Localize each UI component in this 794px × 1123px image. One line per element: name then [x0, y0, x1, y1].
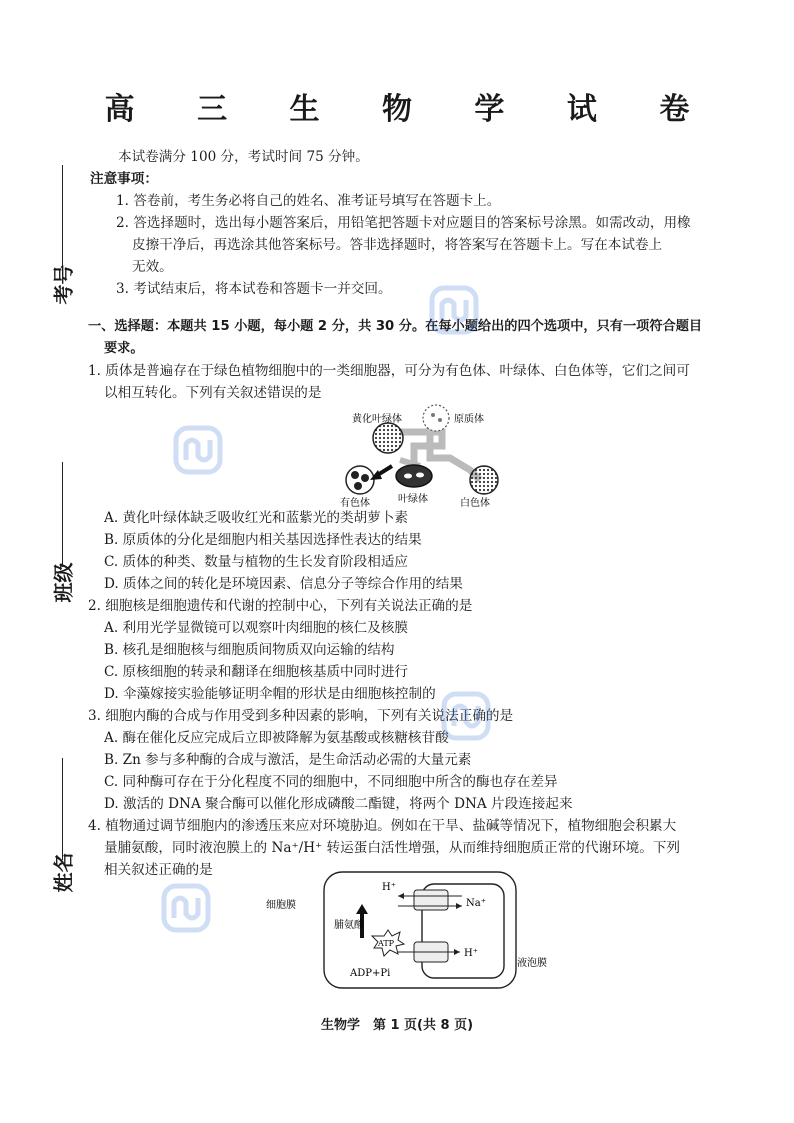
label-chromoplast: 有色体 [340, 498, 370, 508]
watermark-logo-icon [172, 424, 224, 476]
arrow-head [456, 903, 462, 909]
question-stem: 相关叙述正确的是 [104, 862, 213, 878]
option: A. 酶在催化反应完成后立即被降解为氨基酸或核糖核苷酸 [104, 730, 449, 746]
class-line [62, 462, 63, 567]
notice-item: 皮擦干净后，再选涂其他答案标号。答非选择题时，将答案写在答题卡上。写在本试卷上 [132, 237, 663, 253]
watermark-logo-icon [428, 284, 480, 336]
label-h-bottom: H⁺ [464, 948, 478, 959]
label-yellow-chloroplast: 黄化叶绿体 [352, 414, 402, 425]
label-proline: 脯氨酸 [334, 920, 364, 931]
option: B. Zn 参与多种酶的合成与激活，是生命活动必需的大量元素 [104, 752, 472, 768]
option: D. 激活的 DNA 聚合酶可以催化形成磷酸二酯键，将两个 DNA 片段连接起来 [104, 796, 573, 812]
plastid-diagram [330, 400, 510, 508]
class-label: 班级 [51, 562, 76, 603]
label-vacuole-membrane: 液泡膜 [517, 958, 547, 969]
yellow-chloroplast-shape [373, 423, 403, 453]
label-leucoplast: 白色体 [460, 498, 490, 508]
label-cell-membrane: 细胞膜 [266, 900, 296, 911]
label-chloroplast: 叶绿体 [398, 494, 428, 505]
label-adp: ADP+Pi [350, 968, 391, 979]
transport-diagram [262, 866, 572, 996]
option: D. 伞藻嫁接实验能够证明伞帽的形状是由细胞核控制的 [104, 686, 436, 702]
notice-heading: 注意事项： [90, 171, 158, 187]
arrow-head [454, 949, 460, 955]
chromoplast-dot [351, 471, 359, 479]
notice-item: 无效。 [132, 259, 173, 275]
name-line [62, 758, 63, 860]
label-atp: ATP [378, 939, 395, 948]
option: A. 利用光学显微镜可以观察叶肉细胞的核仁及核膜 [104, 620, 408, 636]
notice-item: 3. 考试结束后，将本试卷和答题卡一并交回。 [116, 281, 392, 297]
chromoplast-dot [361, 474, 369, 482]
question-stem: 2. 细胞核是细胞遗传和代谢的控制中心，下列有关说法正确的是 [88, 598, 473, 614]
label-na: Na⁺ [466, 898, 486, 909]
watermark-logo-icon [160, 882, 212, 934]
proplastid-dot [431, 413, 435, 417]
label-proplastid: 原质体 [454, 414, 484, 425]
exam-no-label: 考号 [51, 264, 76, 305]
label-h-top: H⁺ [382, 882, 396, 893]
page-title: 高 三 生 物 学 试 卷 [104, 92, 716, 127]
leucoplast-shape [470, 466, 498, 494]
notice-item: 2. 答选择题时，选出每小题答案后，用铅笔把答题卡对应题目的答案标号涂黑。如需改动，用橡 [116, 215, 691, 231]
notice-item: 1. 答卷前，考生务必将自己的姓名、准考证号填写在答题卡上。 [116, 193, 501, 209]
option: C. 质体的种类、数量与植物的生长发育阶段相适应 [104, 554, 409, 570]
name-label: 姓名 [51, 852, 76, 893]
chromoplast-dot [354, 482, 362, 490]
watermark-logo-icon [440, 690, 492, 742]
option: A. 黄化叶绿体缺乏吸收红光和蓝紫光的类胡萝卜素 [104, 510, 408, 526]
exam-no-line [62, 165, 63, 275]
na-h-transporter [414, 890, 448, 910]
question-stem: 4. 植物通过调节细胞内的渗透压来应对环境胁迫。例如在干旱、盐碱等情况下，植物细胞会积累大 [88, 818, 677, 834]
arrow-head [356, 904, 368, 914]
chloroplast-grana [404, 474, 412, 479]
chloroplast-grana [416, 473, 424, 478]
proplastid-shape [423, 405, 449, 431]
proplastid-dot [438, 418, 442, 422]
page-footer: 生物学 第 1 页(共 8 页) [320, 1018, 474, 1033]
option: C. 原核细胞的转录和翻译在细胞核基质中同时进行 [104, 664, 409, 680]
question-stem: 以相互转化。下列有关叙述错误的是 [104, 385, 322, 401]
question-stem: 1. 质体是普遍存在于绿色植物细胞中的一类细胞器，可分为有色体、叶绿体、白色体等，它们之间可 [88, 363, 690, 379]
chloroplast-shape [396, 465, 432, 487]
intro-text: 本试卷满分 100 分，考试时间 75 分钟。 [118, 149, 369, 165]
section-heading-cont: 要求。 [104, 341, 144, 356]
arrow-head [398, 893, 404, 899]
section-heading: 一、选择题：本题共 15 小题，每小题 2 分，共 30 分。在每小题给出的四个选项中，只有一项符合题目 [88, 319, 703, 334]
option: B. 核孔是细胞核与细胞质间物质双向运输的结构 [104, 642, 395, 658]
option: B. 原质体的分化是细胞内相关基因选择性表达的结果 [104, 532, 422, 548]
option: D. 质体之间的转化是环境因素、信息分子等综合作用的结果 [104, 576, 463, 592]
chromoplast-shape [346, 466, 374, 494]
option: C. 同种酶可存在于分化程度不同的细胞中，不同细胞中所含的酶也存在差异 [104, 774, 558, 790]
question-stem: 3. 细胞内酶的合成与作用受到多种因素的影响，下列有关说法正确的是 [88, 708, 514, 724]
question-stem: 量脯氨酸，同时液泡膜上的 Na⁺/H⁺ 转运蛋白活性增强，从而维持细胞质正常的代谢环境。下列 [104, 840, 680, 856]
